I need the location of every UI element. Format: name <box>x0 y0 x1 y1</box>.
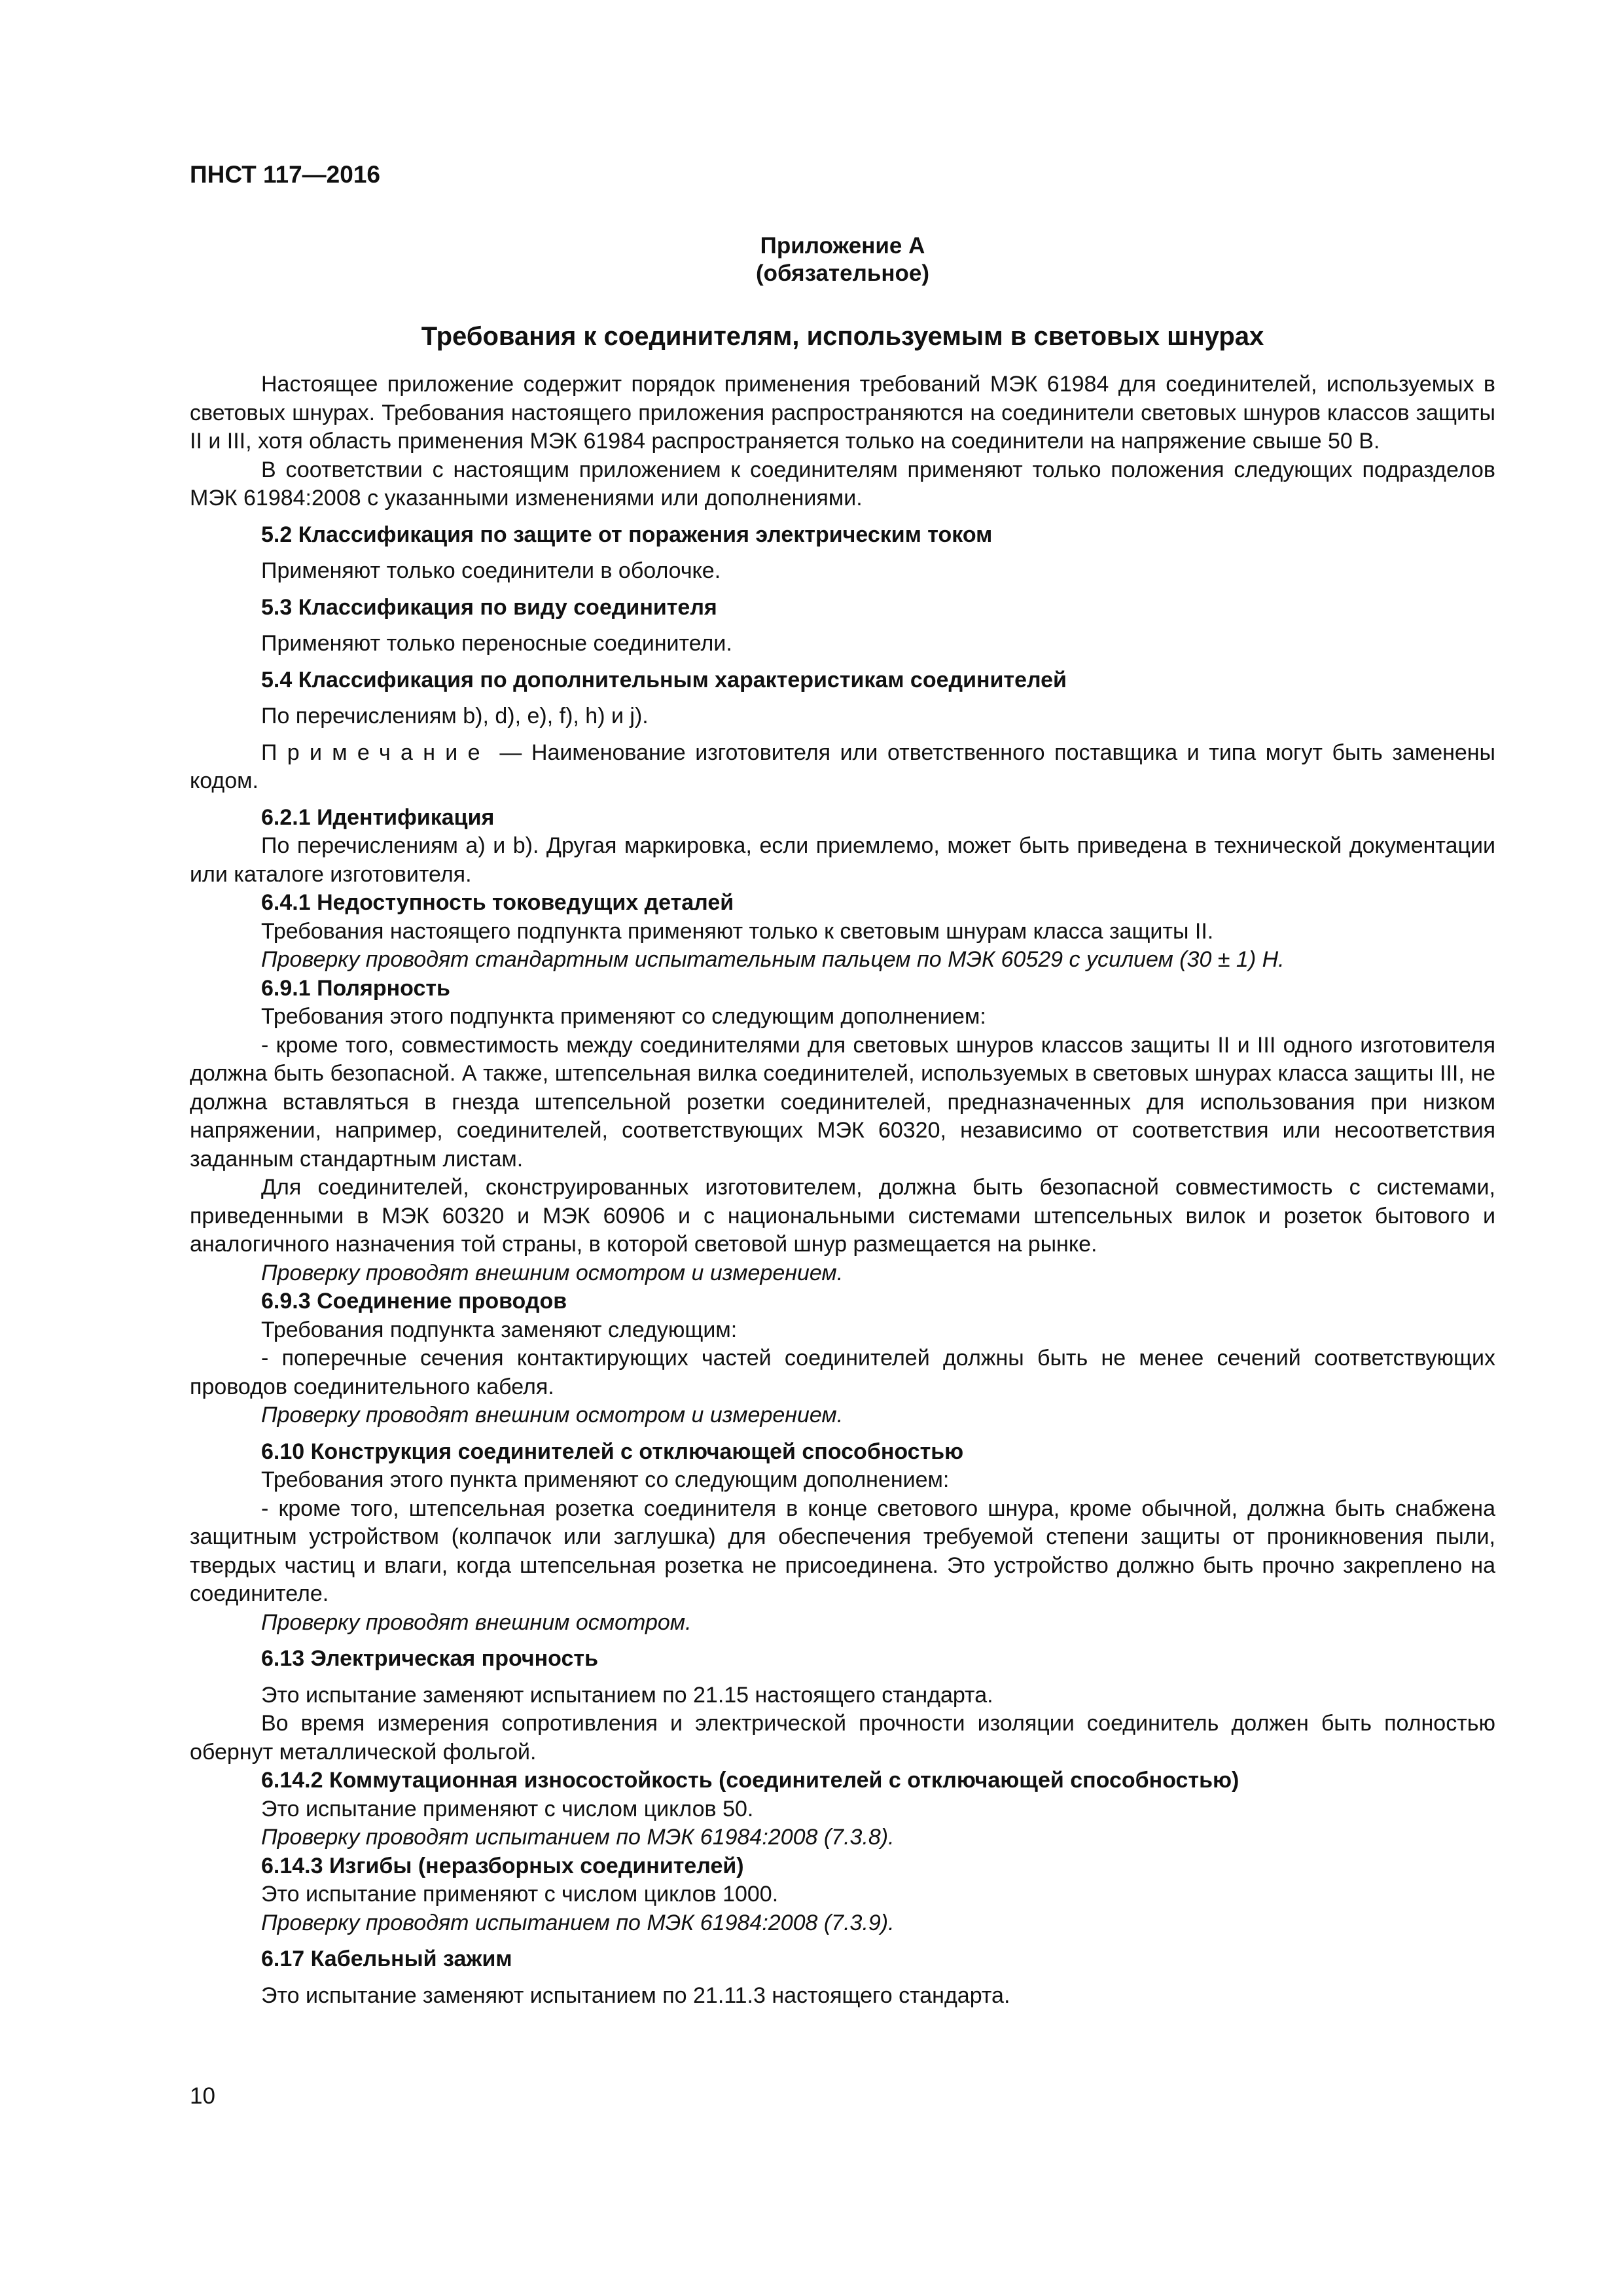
section-text: Для соединителей, сконструированных изготовителем, должна быть безопасной совместимость с системами, приведенными в МЭК 60320 и МЭК 60906 и с национальными системами штепсельных вилок и розеток бытового и аналогичного назначения той страны, в которой световой шнур размещается на рынке. <box>190 1175 1495 1257</box>
section-heading: 6.9.3 Соединение проводов <box>261 1289 567 1314</box>
section-heading: 5.4 Классификация по дополнительным характеристикам соединителей <box>261 667 1067 692</box>
list-item: - кроме того, штепсельная розетка соединителя в конце светового шнура, кроме обычной, должна быть снабжена защитным устройством (колпачок или заглушка) для обеспечения требуемой степени защиты от проникновения пыли, твердых частиц и влаги, когда штепсельная розетка не присоединена. Это устройство должно быть прочно закреплено на соединителе. <box>190 1496 1495 1606</box>
appendix-label: Приложение А <box>760 233 925 259</box>
note-text: — Наименование изготовителя или ответственного поставщика и типа могут быть заменены кодом. <box>190 740 1495 793</box>
list-item: - кроме того, совместимость между соединителями для световых шнуров классов защиты II и III одного изготовителя должна быть безопасной. А также, штепсельная вилка соединителей, используемых в световых шнурах класса защиты III, не должна вставляться в гнезда штепсельной розетки соединителей, предназначенных для использования при низком напряжении, например, соединителей, соответствующих МЭК 60320, независимо от соответствия или несоответствия заданным стандартным листам. <box>190 1032 1495 1172</box>
section-text: Применяют только соединители в оболочке. <box>261 558 721 583</box>
check-text: Проверку проводят внешним осмотром. <box>261 1609 692 1635</box>
section-heading: 6.13 Электрическая прочность <box>261 1646 598 1671</box>
section-text: Требования подпункта заменяют следующим: <box>261 1317 738 1342</box>
page-number: 10 <box>190 2083 215 2109</box>
section-heading: 6.10 Конструкция соединителей с отключающей способностью <box>261 1439 964 1464</box>
appendix-kind: (обязательное) <box>755 260 929 286</box>
check-text: Проверку проводят внешним осмотром и измерением. <box>261 1403 844 1427</box>
section-text: Это испытание применяют с числом циклов 1000. <box>261 1882 779 1907</box>
section-text: Во время измерения сопротивления и электрической прочности изоляции соединитель должен быть полностью обернут металлической фольгой. <box>190 1711 1495 1765</box>
check-text: Проверку проводят стандартным испытательным пальцем по МЭК 60529 с усилием (30 ± 1) Н. <box>261 947 1285 972</box>
note-label: Примечание <box>261 740 490 765</box>
standard-code: ПНСТ 117—2016 <box>190 161 380 188</box>
appendix-title: Требования к соединителям, используемым в световых шнурах <box>421 322 1264 351</box>
note <box>190 739 1495 796</box>
section-heading: 6.4.1 Недоступность токоведущих деталей <box>261 890 734 915</box>
section-heading: 6.17 Кабельный зажим <box>261 1946 512 1971</box>
section-heading: 6.14.3 Изгибы (неразборных соединителей) <box>261 1853 744 1878</box>
document-body <box>190 370 1495 2010</box>
section-text: По перечислениям а) и b). Другая маркировка, если приемлемо, может быть приведена в технической документации или каталоге изготовителя. <box>190 833 1495 887</box>
section-heading: 5.2 Классификация по защите от поражения электрическим током <box>261 522 993 547</box>
section-text: Применяют только переносные соединители. <box>261 631 732 656</box>
check-text: Проверку проводят внешним осмотром и измерением. <box>261 1260 844 1285</box>
check-text: Проверку проводят испытанием по МЭК 61984:2008 (7.3.8). <box>261 1825 895 1850</box>
section-heading: 5.3 Классификация по виду соединителя <box>261 594 717 620</box>
section-text: Это испытание заменяют испытанием по 21.11.3 настоящего стандарта. <box>261 1982 1010 2008</box>
intro-paragraph: В соответствии с настоящим приложением к соединителям применяют только положения следующих подразделов МЭК 61984:2008 с указанными изменениями или дополнениями. <box>190 457 1495 511</box>
section-heading: 6.14.2 Коммутационная износостойкость (соединителей с отключающей способностью) <box>261 1768 1240 1793</box>
section-heading: 6.9.1 Полярность <box>261 975 450 1001</box>
section-text: По перечислениям b), d), e), f), h) и j). <box>261 704 649 728</box>
section-heading: 6.2.1 Идентификация <box>261 804 495 830</box>
check-text: Проверку проводят испытанием по МЭК 61984:2008 (7.3.9). <box>261 1910 895 1935</box>
section-text: Требования этого пункта применяют со следующим дополнением: <box>261 1467 950 1492</box>
section-text: Требования настоящего подпункта применяют только к световым шнурам класса защиты II. <box>261 918 1214 944</box>
section-text: Это испытание применяют с числом циклов 50. <box>261 1796 754 1821</box>
intro-paragraph: Настоящее приложение содержит порядок применения требований МЭК 61984 для соединителей, используемых в световых шнурах. Требования настоящего приложения распространяются на соединители световых шнуров классов защиты II и III, хотя область применения МЭК 61984 распространяется только на соединители на напряжение свыше 50 В. <box>190 372 1495 454</box>
section-text: Это испытание заменяют испытанием по 21.15 настоящего стандарта. <box>261 1682 993 1708</box>
section-text: Требования этого подпункта применяют со следующим дополнением: <box>261 1004 986 1029</box>
list-item: - поперечные сечения контактирующих частей соединителей должны быть не менее сечений соответствующих проводов соединительного кабеля. <box>190 1346 1495 1399</box>
